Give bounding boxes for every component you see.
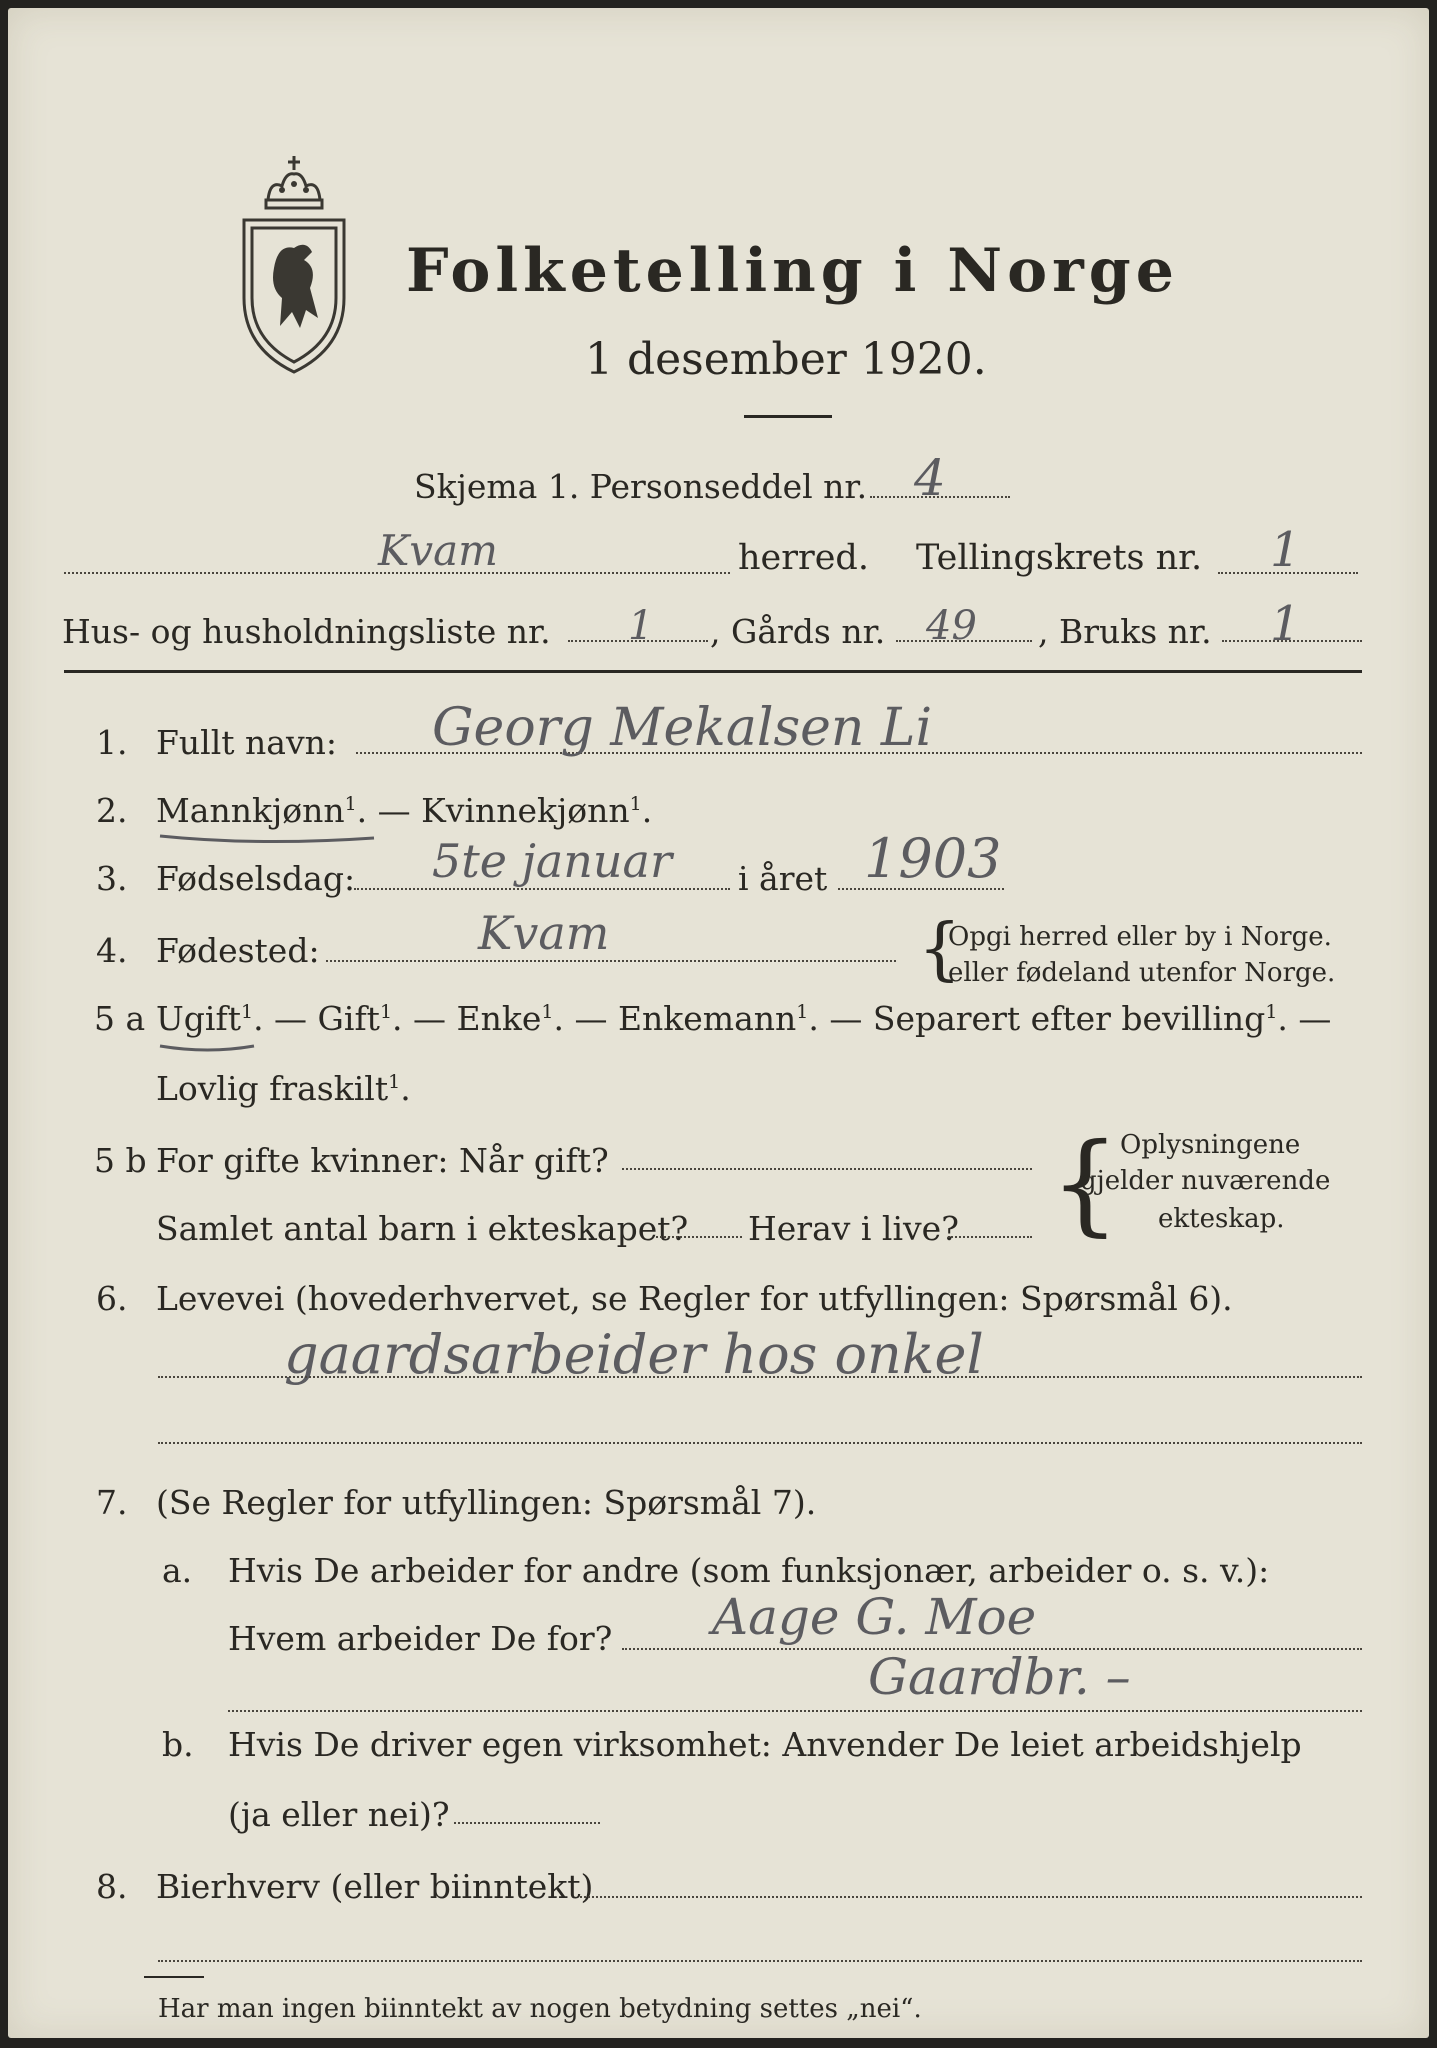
q6-label: Levevei (hovederhvervet, se Regler for utfyllingen: Spørsmål 6). <box>156 1279 1233 1318</box>
herred-label: herred. <box>738 538 869 578</box>
q3-year-label: i året <box>738 859 828 898</box>
skjema-label: Skjema 1. Personseddel nr. <box>414 467 868 506</box>
q3-year-value: 1903 <box>864 827 1002 890</box>
q7a-letter: a. <box>162 1551 193 1590</box>
q8-number: 8. <box>96 1867 128 1906</box>
q5b-children-label: Samlet antal barn i ekteskapet? <box>156 1209 689 1248</box>
header-divider <box>64 670 1362 673</box>
hus-value: 1 <box>628 603 654 649</box>
q6-occupation-value: gaardsarbeider hos onkel <box>284 1323 984 1386</box>
q7a-employer-value: Aage G. Moe <box>712 1588 1037 1646</box>
footer-divider <box>144 1976 204 1978</box>
census-form-sheet <box>8 8 1429 2038</box>
q8-label: Bierhverv (eller biinntekt) <box>156 1867 594 1906</box>
q4-label: Fødested: <box>156 931 320 970</box>
q5b-when-married-dotted-line <box>622 1168 1032 1170</box>
q5a-marital-options: Ugift$^1$. — Gift$^1$. — Enke$^1$. — Enkemann$^1$. — Separert efter bevilling$^1$. — <box>156 999 1332 1038</box>
q8-dotted-line-1 <box>580 1896 1362 1898</box>
q7a-text: Hvis De arbeider for andre (som funksjonær, arbeider o. s. v.): <box>228 1551 1270 1590</box>
q2-sex-options: Mannkjønn$^1$. — Kvinnekjønn$^1$. <box>156 791 653 830</box>
q5b-children-dotted-line <box>656 1236 742 1238</box>
q7a-employer-title-value: Gaardbr. – <box>868 1648 1131 1706</box>
q3-dotted-line <box>354 888 730 890</box>
q4-number: 4. <box>96 931 128 970</box>
q7b-text: Hvis De driver egen virksomhet: Anvender De leiet arbeidshjelp <box>228 1725 1302 1764</box>
gards-label: , Gårds nr. <box>710 612 886 651</box>
q6-number: 6. <box>96 1279 128 1318</box>
hus-label: Hus- og husholdningsliste nr. <box>62 612 551 651</box>
q5b-when-married-label: For gifte kvinner: Når gift? <box>156 1141 609 1180</box>
bruks-label: , Bruks nr. <box>1038 612 1212 651</box>
q7b-question: (ja eller nei)? <box>228 1795 450 1834</box>
q5a-number: 5 a <box>94 999 146 1038</box>
q3-label: Fødselsdag: <box>156 859 356 898</box>
q1-full-name-value: Georg Mekalsen Li <box>432 698 933 758</box>
bruks-value: 1 <box>1270 596 1301 652</box>
q8-dotted-line-2 <box>158 1960 1362 1962</box>
q5a-line2: Lovlig fraskilt$^1$. <box>156 1069 411 1108</box>
q4-note-line2: eller fødeland utenfor Norge. <box>948 958 1336 988</box>
personseddel-nr-value: 4 <box>914 449 946 507</box>
gards-value: 49 <box>926 603 977 649</box>
q1-number: 1. <box>96 723 128 762</box>
q7b-dotted-line <box>454 1822 600 1824</box>
q4-note-line1: Opgi herred eller by i Norge. <box>948 922 1332 952</box>
q6-dotted-line-2 <box>158 1442 1362 1444</box>
q2-female-option: Kvinnekjønn <box>421 791 630 830</box>
form-title: Folketelling i Norge <box>406 236 1179 306</box>
q5b-note-line1: Oplysningene <box>1120 1130 1301 1160</box>
q6-dotted-line-1 <box>158 1376 1362 1378</box>
herred-value: Kvam <box>378 526 498 575</box>
q5b-alive-dotted-line <box>948 1236 1032 1238</box>
q2-male-option: Mannkjønn <box>156 791 345 830</box>
tellingskrets-value: 1 <box>1270 522 1301 578</box>
q4-brace: { <box>918 910 962 989</box>
q3-birthday-value: 5te januar <box>432 834 672 888</box>
q7a-dotted-line-2 <box>228 1710 1362 1712</box>
q5b-alive-label: Herav i live? <box>748 1209 959 1248</box>
q3-number: 3. <box>96 859 128 898</box>
title-divider <box>744 415 832 418</box>
q2-number: 2. <box>96 791 128 830</box>
footer-note: Har man ingen biinntekt av nogen betydning settes „nei“. <box>158 1994 922 2024</box>
norwegian-coat-of-arms-icon <box>234 148 354 378</box>
q7-number: 7. <box>96 1483 128 1522</box>
q5a-option-ugift: Ugift <box>156 999 241 1038</box>
q5b-note-line2: gjelder nuværende <box>1080 1166 1331 1196</box>
tellingskrets-label: Tellingskrets nr. <box>916 538 1203 578</box>
q5b-brace: { <box>1050 1119 1120 1247</box>
q4-birthplace-value: Kvam <box>478 906 610 960</box>
q5b-number: 5 b <box>94 1141 147 1180</box>
q5b-note-line3: ekteskap. <box>1158 1204 1285 1234</box>
q7-label: (Se Regler for utfyllingen: Spørsmål 7). <box>156 1483 817 1522</box>
q7b-letter: b. <box>162 1725 194 1764</box>
male-underline-mark <box>158 828 378 848</box>
ugift-underline-mark <box>158 1038 258 1056</box>
q1-label: Fullt navn: <box>156 723 337 762</box>
q7a-question: Hvem arbeider De for? <box>228 1619 613 1658</box>
q4-dotted-line <box>326 960 896 962</box>
census-date: 1 desember 1920. <box>585 334 987 385</box>
